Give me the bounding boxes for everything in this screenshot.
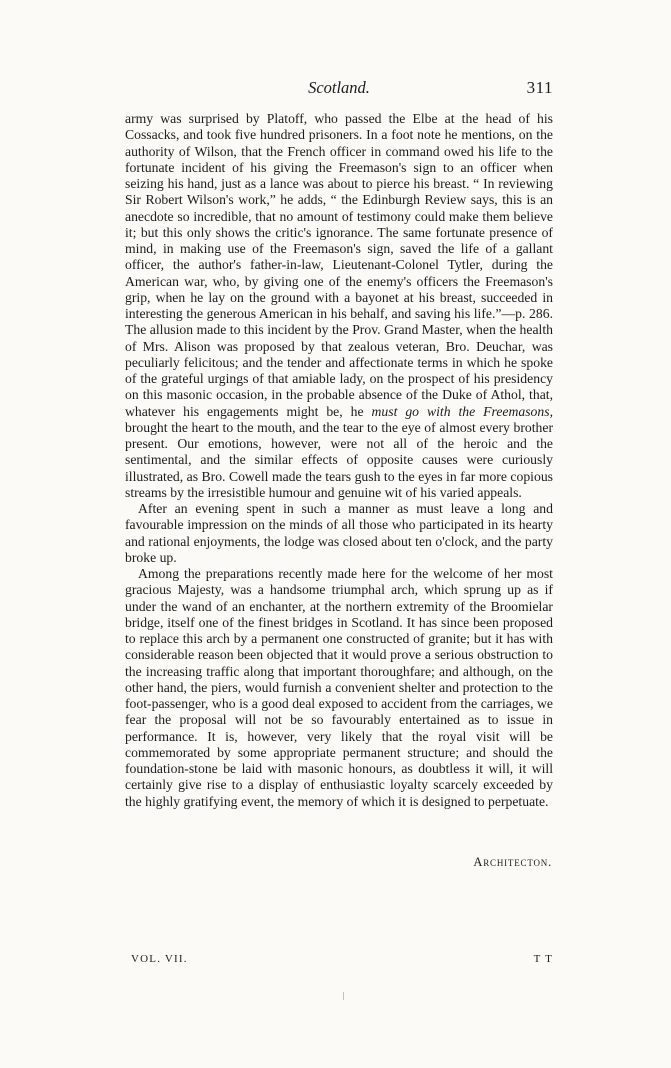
running-head xyxy=(125,78,553,102)
paragraph-1 xyxy=(125,111,553,501)
paragraph-1-text-b: brought the heart to the mouth, and the tear to the eye of almost every brother present. Our emotions, however, were not all of the heroic and the sentimental, and the similar effects of opposite causes were curiously illustrated, as Bro. Cowell made the tears gush to the eyes in far more copious streams by the irresistible humour and genuine wit of his varied appeals. xyxy=(125,419,553,500)
page-number: 311 xyxy=(526,78,553,97)
paragraph-1-text-a: army was surprised by Platoff, who passed the Elbe at the head of his Cossacks, and took five hundred prisoners. In a foot note he mentions, on the authority of Wilson, that the French officer in command owed his life to the fortunate incident of his giving the Freemason's sign to an officer when seizing his hand, just as a lance was about to pierce his breast. “ In reviewing Sir Robert Wilson's work,” he adds, “ the Edinburgh Review says, this is an anecdote so incredible, that no amount of testimony could make them believe it; but this only shows the critic's ignorance. The same fortunate presence of mind, in making use of the Freemason's sign, saved the life of a gallant officer, the author's father-in-law, Lieutenant-Colonel Tytler, during the American war, who, by giving one of the enemy's officers the Freemason's grip, when he lay on the ground with a bayonet at his breast, succeeded in interesting the generous American in his behalf, and saving his life.”—p. 286. The allusion made to this incident by the Prov. Grand Master, when the health of Mrs. Alison was proposed by that zealous veteran, Bro. Deuchar, was peculiarly felicitous; and the tender and affectionate terms in which he spoke of the grateful urgings of that amiable lady, on the prospect of his presidency on this masonic occasion, in the probable absence of the Duke of Athol, that, whatever his engagements might be, he xyxy=(125,111,553,419)
body-text xyxy=(125,111,553,810)
paragraph-3: Among the preparations recently made here for the welcome of her most gracious Majesty, was a handsome triumphal arch, which sprung up as if under the wand of an enchanter, at the northern extremity of the Broomielar bridge, itself one of the finest bridges in Scotland. It has since been proposed to replace this arch by a permanent one constructed of granite; but it has with considerable reason been objected that it would prove a serious obstruction to the increasing traffic along that important thoroughfare; and although, on the other hand, the piers, would furnish a convenient shelter and protection to the foot-passenger, who is a good deal exposed to accident from the carriages, we fear the proposal will not be so favourably entertained as to issue in performance. It is, however, very likely that the royal visit will be commemorated by some appropriate permanent structure; and should the foundation-stone be laid with masonic honours, as doubtless it will, it will certainly give rise to a display of enthusiastic loyalty scarcely exceeded by the highly gratifying event, the memory of which it is designed to perpetuate. xyxy=(125,566,553,809)
page-footer xyxy=(125,953,553,969)
signature-mark: T T xyxy=(533,953,553,965)
print-mark xyxy=(343,992,344,1000)
paragraph-1-emphasis: must go with the Freemasons, xyxy=(371,403,553,419)
author-signature: Architecton. xyxy=(473,855,552,869)
running-title: Scotland. xyxy=(308,78,370,97)
paragraph-2: After an evening spent in such a manner as must leave a long and favourable impression on the minds of all those who participated in its hearty and rational enjoyments, the lodge was closed about ten o'clock, and the party broke up. xyxy=(125,501,553,565)
volume-label: VOL. VII. xyxy=(131,953,188,965)
